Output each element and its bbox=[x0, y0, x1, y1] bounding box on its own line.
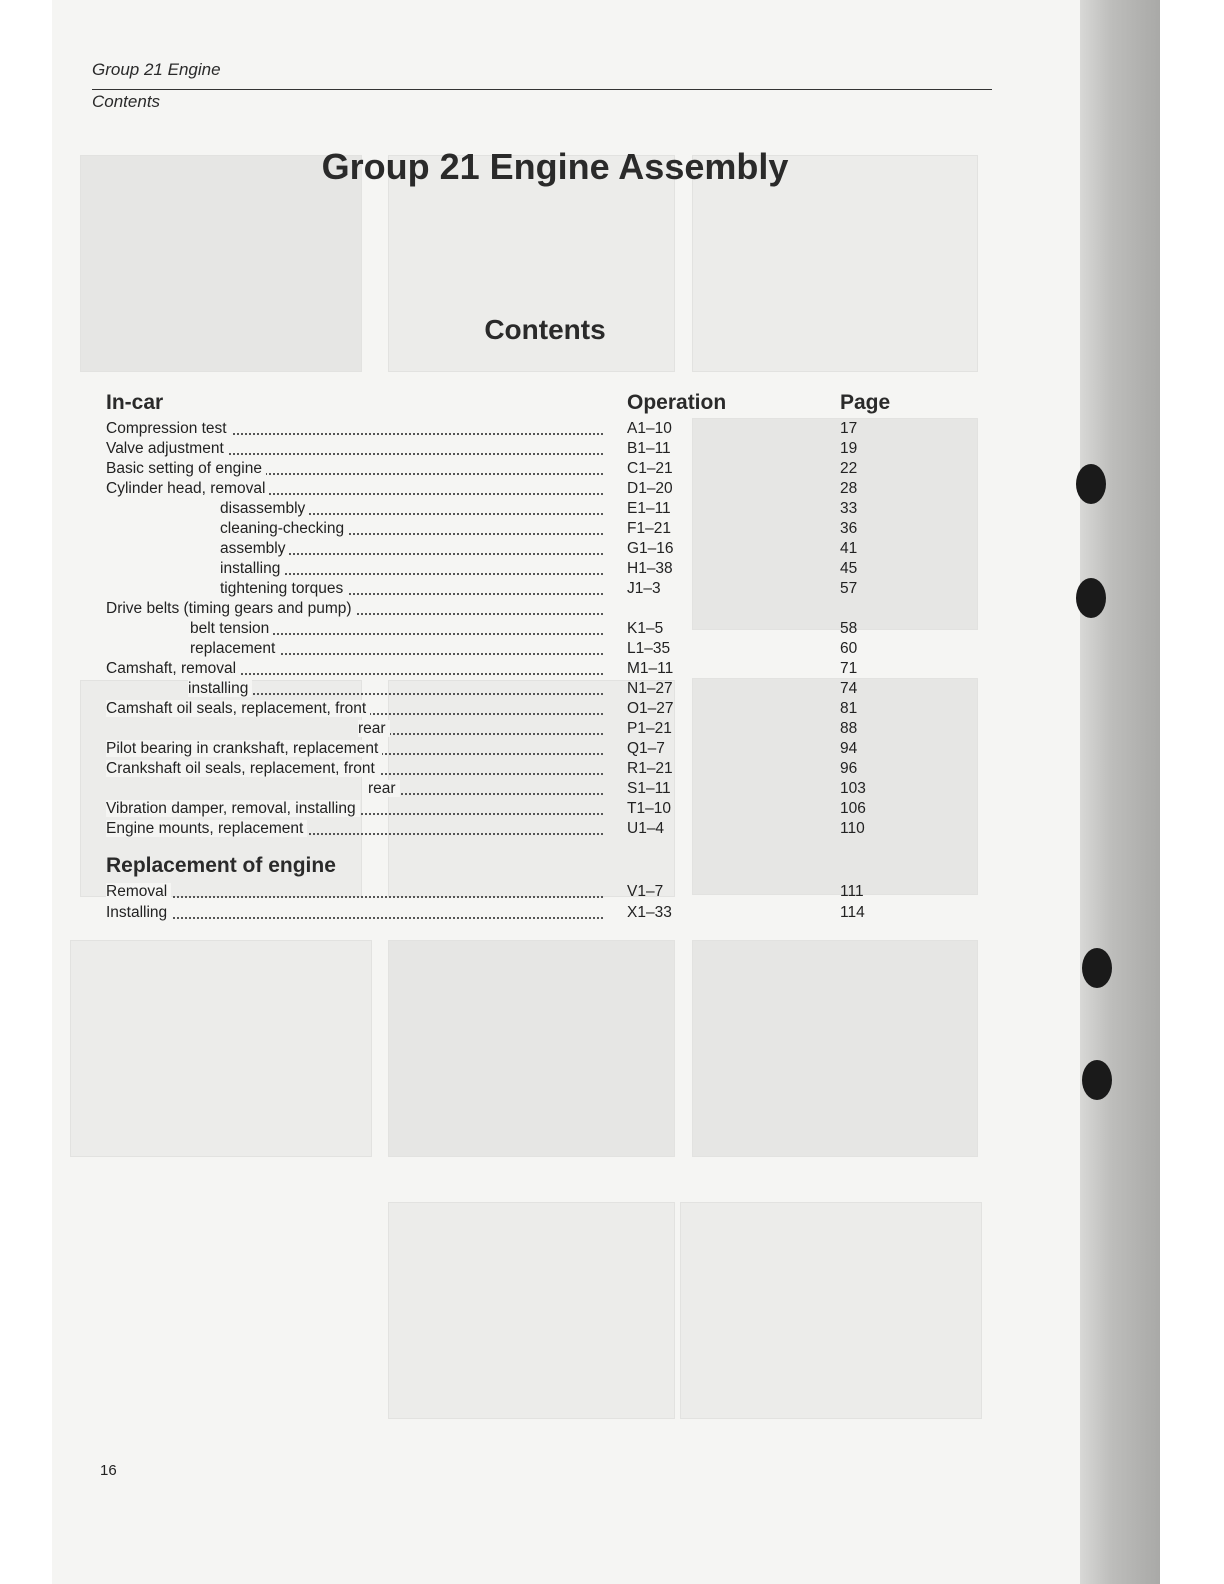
entry-label: replacement bbox=[190, 640, 279, 657]
entry-leader bbox=[106, 699, 603, 719]
header-rule bbox=[92, 89, 992, 90]
list-item bbox=[220, 559, 603, 579]
entry-leader bbox=[106, 479, 603, 499]
list-item bbox=[106, 659, 603, 679]
page-ref: 94 bbox=[840, 740, 858, 757]
list-item bbox=[188, 679, 603, 699]
entry-label: Installing bbox=[106, 904, 171, 921]
page-number: 16 bbox=[100, 1462, 117, 1479]
page-ref: 33 bbox=[840, 500, 858, 517]
operation-code: U1–4 bbox=[627, 820, 665, 837]
operation-code: Q1–7 bbox=[627, 740, 665, 757]
entry-leader bbox=[106, 903, 603, 923]
list-item bbox=[220, 579, 603, 599]
page-ref: 110 bbox=[840, 820, 865, 837]
list-item bbox=[106, 819, 603, 839]
entry-label: assembly bbox=[220, 540, 289, 557]
page-ref: 45 bbox=[840, 560, 858, 577]
list-item bbox=[106, 479, 603, 499]
operation-code: R1–21 bbox=[627, 760, 673, 777]
entry-leader bbox=[106, 759, 603, 779]
ghost-illustration bbox=[692, 418, 978, 630]
operation-column-heading: Operation bbox=[627, 391, 727, 414]
entry-label: belt tension bbox=[190, 620, 273, 637]
entry-label: rear bbox=[368, 780, 400, 797]
page-ref: 28 bbox=[840, 480, 858, 497]
operation-code: D1–20 bbox=[627, 480, 673, 497]
operation-code: V1–7 bbox=[627, 883, 664, 900]
entry-leader bbox=[106, 439, 603, 459]
page-ref: 22 bbox=[840, 460, 858, 477]
entry-label: Crankshaft oil seals, replacement, front bbox=[106, 760, 379, 777]
running-head-section: Contents bbox=[92, 92, 161, 111]
entry-label: rear bbox=[358, 720, 390, 737]
list-item bbox=[106, 599, 603, 619]
operation-code: G1–16 bbox=[627, 540, 674, 557]
entry-label: Camshaft oil seals, replacement, front bbox=[106, 700, 370, 717]
punch-hole bbox=[1082, 1060, 1112, 1100]
page-ref: 60 bbox=[840, 640, 858, 657]
entry-label: Basic setting of engine bbox=[106, 460, 266, 477]
page-ref: 106 bbox=[840, 800, 866, 817]
punch-hole bbox=[1076, 578, 1106, 618]
entry-label: cleaning-checking bbox=[220, 520, 348, 537]
operation-code: O1–27 bbox=[627, 700, 674, 717]
contents-title: Contents bbox=[484, 314, 606, 345]
page-ref: 57 bbox=[840, 580, 858, 597]
list-item bbox=[220, 499, 603, 519]
operation-code: P1–21 bbox=[627, 720, 672, 737]
dot-leader bbox=[368, 793, 603, 795]
entry-leader bbox=[220, 539, 603, 559]
page-ref: 88 bbox=[840, 720, 858, 737]
entry-leader bbox=[368, 779, 603, 799]
dot-leader bbox=[358, 733, 603, 735]
list-item bbox=[190, 639, 603, 659]
entry-leader bbox=[190, 619, 603, 639]
operation-code: H1–38 bbox=[627, 560, 673, 577]
ghost-illustration bbox=[692, 940, 978, 1157]
list-item bbox=[106, 439, 603, 459]
operation-code: X1–33 bbox=[627, 904, 672, 921]
entry-leader bbox=[358, 719, 603, 739]
ghost-illustration bbox=[388, 940, 675, 1157]
page-ref: 19 bbox=[840, 440, 858, 457]
entry-label: Cylinder head, removal bbox=[106, 480, 269, 497]
entry-leader bbox=[106, 659, 603, 679]
list-item bbox=[106, 459, 603, 479]
list-item bbox=[106, 799, 603, 819]
entry-leader bbox=[220, 559, 603, 579]
entry-label: Drive belts (timing gears and pump) bbox=[106, 600, 356, 617]
list-item bbox=[220, 519, 603, 539]
page-ref: 81 bbox=[840, 700, 858, 717]
punch-hole bbox=[1076, 464, 1106, 504]
operation-code: A1–10 bbox=[627, 420, 672, 437]
entry-leader bbox=[106, 799, 603, 819]
punch-hole bbox=[1082, 948, 1112, 988]
replacement-heading: Replacement of engine bbox=[106, 854, 336, 877]
entry-label: installing bbox=[220, 560, 284, 577]
operation-code: L1–35 bbox=[627, 640, 671, 657]
page-ref: 36 bbox=[840, 520, 858, 537]
entry-label: Camshaft, removal bbox=[106, 660, 240, 677]
operation-code: F1–21 bbox=[627, 520, 671, 537]
ghost-illustration bbox=[680, 1202, 982, 1419]
entry-leader bbox=[190, 639, 603, 659]
entry-label: Valve adjustment bbox=[106, 440, 228, 457]
dot-leader bbox=[106, 896, 603, 898]
entry-label: Engine mounts, replacement bbox=[106, 820, 307, 837]
operation-code: C1–21 bbox=[627, 460, 673, 477]
page-column-heading: Page bbox=[840, 391, 891, 414]
entry-leader bbox=[220, 579, 603, 599]
entry-leader bbox=[106, 459, 603, 479]
list-item bbox=[220, 539, 603, 559]
entry-label: disassembly bbox=[220, 500, 309, 517]
entry-label: Removal bbox=[106, 883, 171, 900]
list-item bbox=[106, 739, 603, 759]
list-item bbox=[106, 903, 603, 923]
page-ref: 41 bbox=[840, 540, 858, 557]
operation-code: N1–27 bbox=[627, 680, 673, 697]
operation-code: T1–10 bbox=[627, 800, 671, 817]
entry-leader bbox=[106, 599, 603, 619]
page-ref: 17 bbox=[840, 420, 858, 437]
entry-leader bbox=[106, 419, 603, 439]
list-item bbox=[358, 719, 603, 739]
operation-code: J1–3 bbox=[627, 580, 661, 597]
entry-label: Vibration damper, removal, installing bbox=[106, 800, 360, 817]
list-item bbox=[106, 699, 603, 719]
operation-code: M1–11 bbox=[627, 660, 674, 677]
entry-label: installing bbox=[188, 680, 252, 697]
ghost-illustration bbox=[692, 678, 978, 895]
operation-code: E1–11 bbox=[627, 500, 671, 517]
in-car-heading: In-car bbox=[106, 391, 164, 414]
ghost-illustration bbox=[70, 940, 372, 1157]
list-item bbox=[190, 619, 603, 639]
page-ref: 58 bbox=[840, 620, 858, 637]
running-head-group: Group 21 Engine bbox=[92, 60, 221, 79]
page-ref: 103 bbox=[840, 780, 866, 797]
operation-code: S1–11 bbox=[627, 780, 671, 797]
entry-leader bbox=[106, 739, 603, 759]
entry-leader bbox=[220, 519, 603, 539]
list-item bbox=[106, 419, 603, 439]
list-item bbox=[106, 882, 603, 902]
operation-code: B1–11 bbox=[627, 440, 671, 457]
list-item bbox=[106, 759, 603, 779]
page-ref: 114 bbox=[840, 904, 865, 921]
page-ref: 71 bbox=[840, 660, 858, 677]
list-item bbox=[368, 779, 603, 799]
page-ref: 111 bbox=[840, 883, 864, 900]
page-ref: 74 bbox=[840, 680, 858, 697]
entry-leader bbox=[106, 819, 603, 839]
entry-label: Pilot bearing in crankshaft, replacement bbox=[106, 740, 382, 757]
entry-label: tightening torques bbox=[220, 580, 347, 597]
page-ref: 96 bbox=[840, 760, 858, 777]
entry-leader bbox=[188, 679, 603, 699]
entry-leader bbox=[106, 882, 603, 902]
entry-label: Compression test bbox=[106, 420, 231, 437]
ghost-illustration bbox=[388, 1202, 675, 1419]
dot-leader bbox=[106, 917, 603, 919]
page-title: Group 21 Engine Assembly bbox=[321, 146, 789, 187]
entry-leader bbox=[220, 499, 603, 519]
page-edge-shadow bbox=[1080, 0, 1160, 1584]
operation-code: K1–5 bbox=[627, 620, 664, 637]
